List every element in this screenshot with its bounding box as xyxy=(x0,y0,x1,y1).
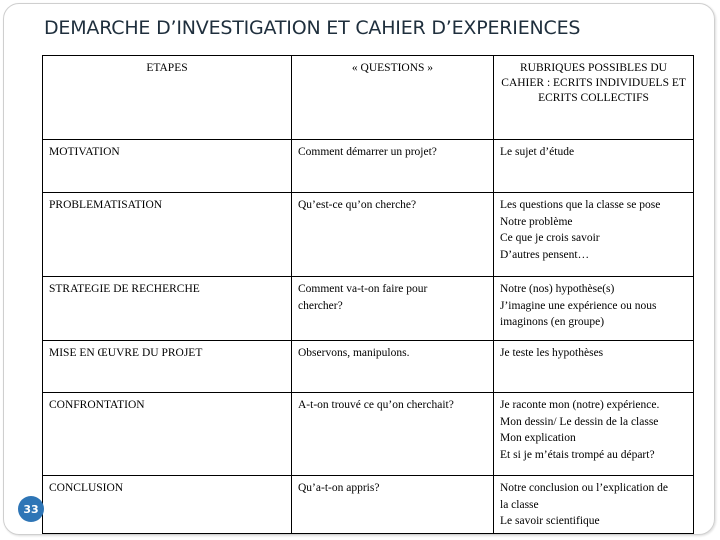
question-line: Qu’est-ce qu’on cherche? xyxy=(298,199,417,211)
question-cell xyxy=(292,277,494,341)
table-row xyxy=(43,393,694,476)
rubrique-line: Notre conclusion ou l’explication de xyxy=(500,482,668,494)
rubrique-line: Mon dessin/ Le dessin de la classe xyxy=(500,415,659,428)
rubrique-cell xyxy=(494,476,694,534)
question-cell xyxy=(292,393,494,476)
rubrique-cell xyxy=(494,393,694,476)
etape-cell: CONFRONTATION xyxy=(43,393,292,476)
rubrique-line: Je raconte mon (notre) expérience. xyxy=(500,399,660,411)
etape-cell: CONCLUSION xyxy=(43,476,292,534)
table-row xyxy=(43,341,694,393)
rubrique-line: imaginons (en groupe) xyxy=(500,316,605,328)
rubrique-line: D’autres pensent… xyxy=(500,248,590,261)
header-rubriques-line: ECRITS INDIVIDUELS ET xyxy=(553,77,686,89)
header-rubriques-line: RUBRIQUES POSSIBLES DU xyxy=(520,62,667,74)
etape-cell: PROBLEMATISATION xyxy=(43,193,292,277)
etape-cell: MISE EN ŒUVRE DU PROJET xyxy=(43,341,292,393)
table-row xyxy=(43,277,694,341)
rubrique-cell xyxy=(494,277,694,341)
header-rubriques-line: ECRITS COLLECTIFS xyxy=(538,92,649,104)
etape-cell: STRATEGIE DE RECHERCHE xyxy=(43,277,292,341)
question-line: A-t-on trouvé ce qu’on cherchait? xyxy=(298,399,454,411)
rubrique-line: Les questions que la classe se pose xyxy=(500,199,661,211)
rubrique-line: Mon explication xyxy=(500,432,576,444)
rubrique-line: Le savoir scientifique xyxy=(500,515,600,527)
table-header-row xyxy=(43,56,694,140)
rubrique-line: Ce que je crois savoir xyxy=(500,232,600,244)
question-cell xyxy=(292,193,494,277)
rubrique-line: Notre problème xyxy=(500,215,573,228)
question-cell xyxy=(292,476,494,534)
rubrique-cell xyxy=(494,193,694,277)
question-line: chercher? xyxy=(298,299,343,312)
header-questions: « QUESTIONS » xyxy=(292,56,494,140)
rubrique-line: Le sujet d’étude xyxy=(500,146,575,158)
experiences-table xyxy=(42,55,694,534)
question-line: Qu’a-t-on appris? xyxy=(298,482,380,494)
etape-cell: MOTIVATION xyxy=(43,140,292,193)
slide-number-badge: 33 xyxy=(18,496,44,522)
rubrique-line: Et si je m’étais trompé au départ? xyxy=(500,448,655,461)
rubrique-line: Je teste les hypothèses xyxy=(500,347,604,359)
question-line: Comment va-t-on faire pour xyxy=(298,283,428,295)
rubrique-cell xyxy=(494,140,694,193)
slide-title: DEMARCHE D’INVESTIGATION ET CAHIER D’EXPERIENCES xyxy=(44,17,581,39)
rubrique-line: Notre (nos) hypothèse(s) xyxy=(500,283,615,295)
question-cell xyxy=(292,341,494,393)
header-rubriques-line: CAHIER : xyxy=(501,77,551,89)
header-etapes: ETAPES xyxy=(43,56,292,140)
header-rubriques xyxy=(494,56,694,140)
question-line: Comment démarrer un projet? xyxy=(298,146,437,158)
rubrique-line: la classe xyxy=(500,498,539,511)
table-row xyxy=(43,140,694,193)
rubrique-line: J’imagine une expérience ou nous xyxy=(500,299,657,312)
question-cell xyxy=(292,140,494,193)
table-row xyxy=(43,476,694,534)
table-row xyxy=(43,193,694,277)
rubrique-cell xyxy=(494,341,694,393)
question-line: Observons, manipulons. xyxy=(298,347,410,359)
